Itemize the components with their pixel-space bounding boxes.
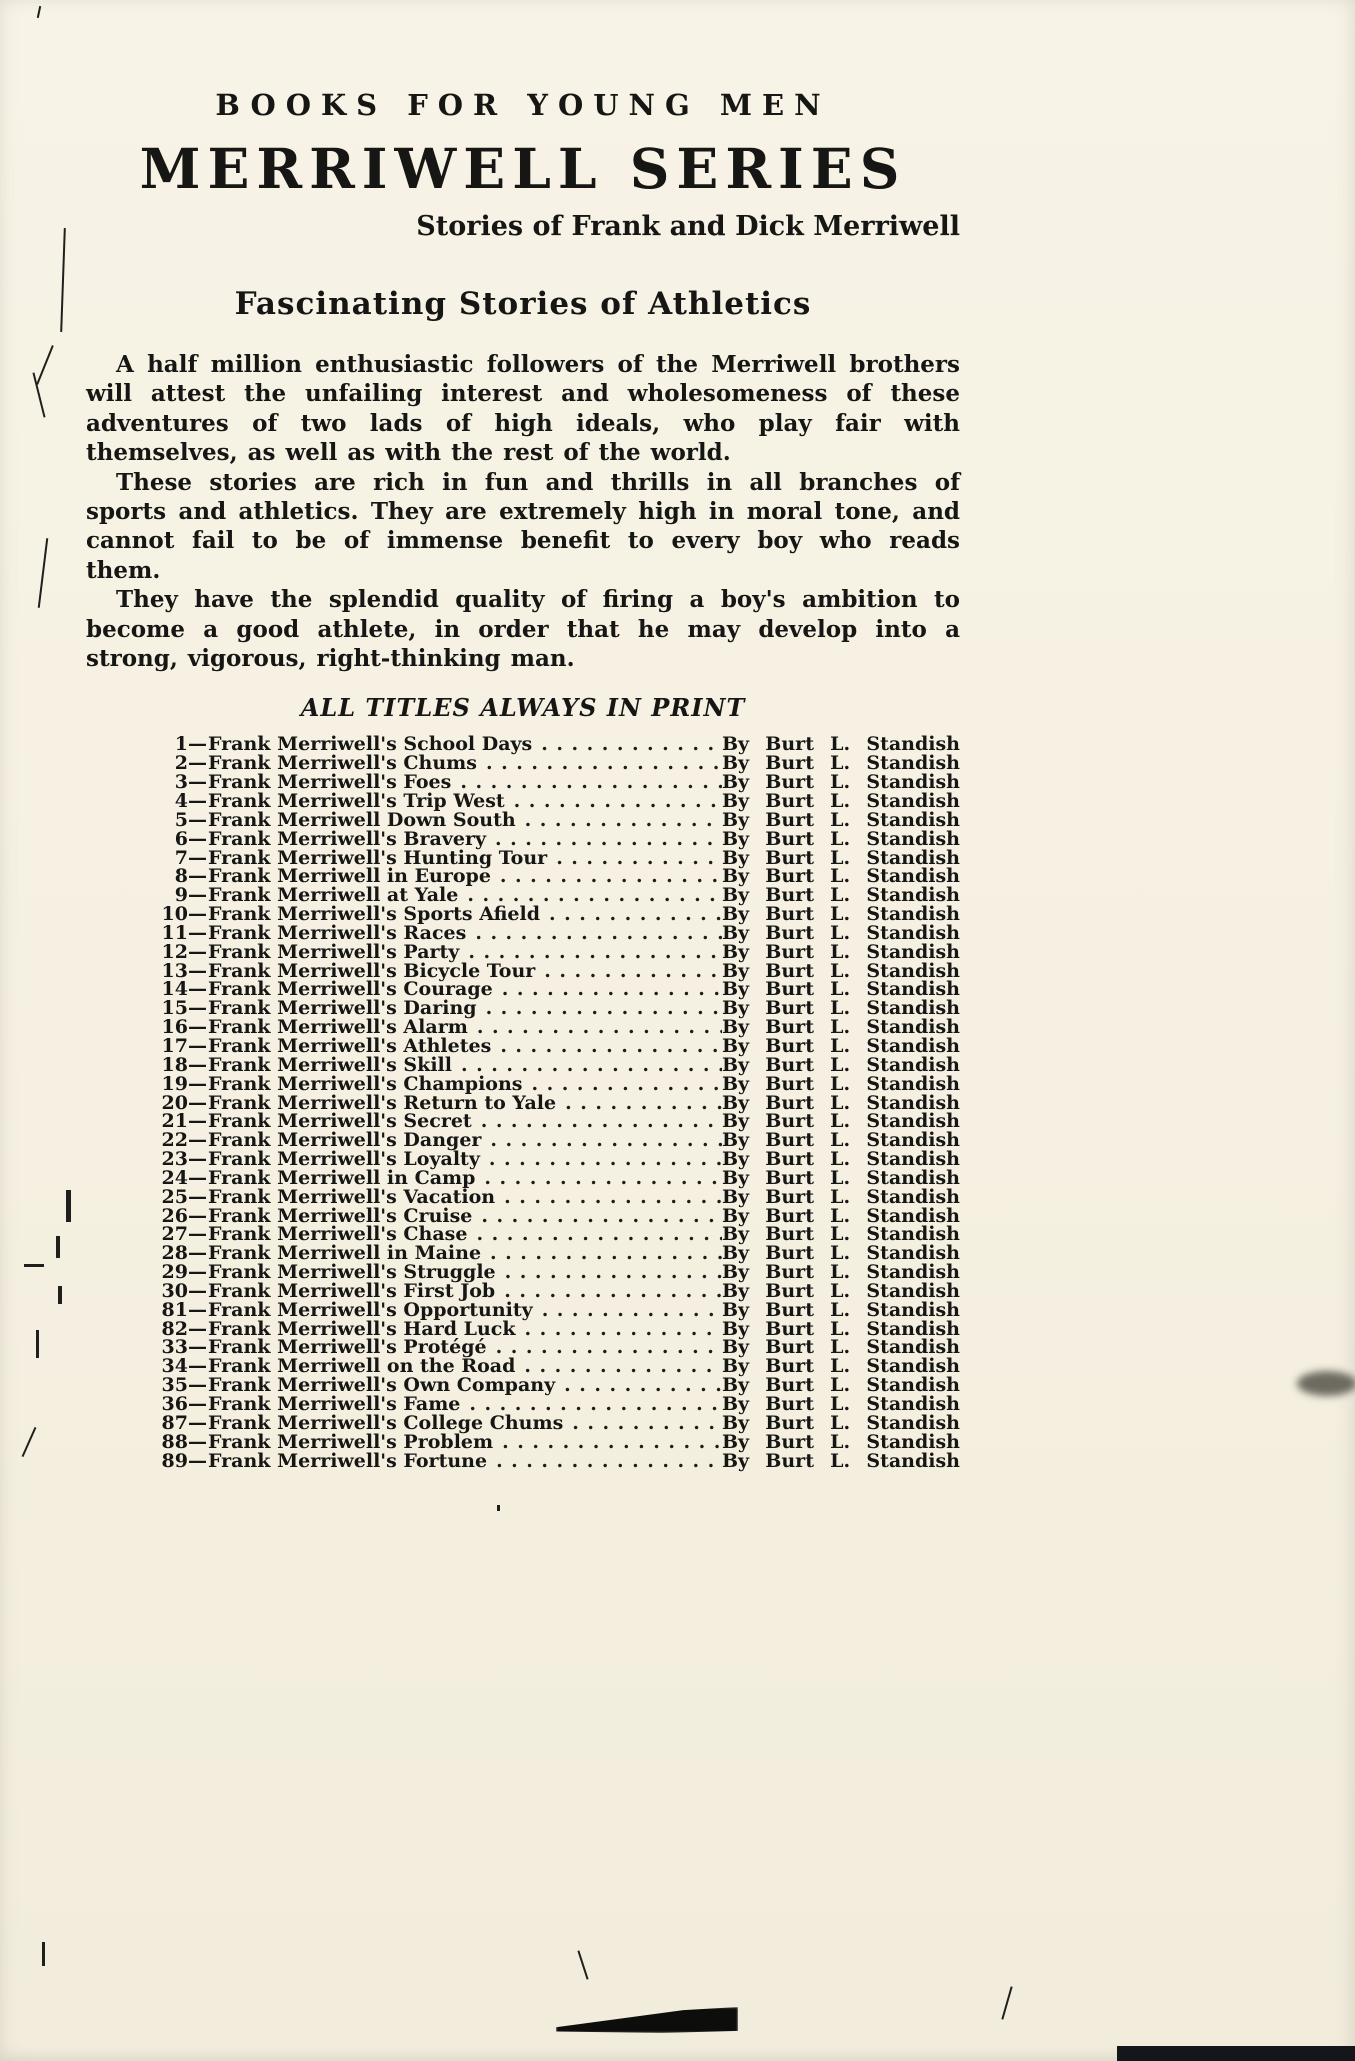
dot-leader bbox=[452, 1056, 722, 1075]
book-list-item bbox=[148, 1166, 960, 1189]
book-number-dash: — bbox=[188, 1110, 207, 1133]
book-number: 3 bbox=[174, 771, 188, 794]
book-number: 6 bbox=[174, 827, 188, 850]
book-number-dash: — bbox=[188, 846, 207, 869]
dot-leader bbox=[477, 754, 722, 773]
book-list-item bbox=[148, 1449, 960, 1472]
book-number-dash: — bbox=[188, 1355, 207, 1378]
book-number-dash: — bbox=[188, 1430, 207, 1453]
book-author: By Burt L. Standish bbox=[722, 978, 960, 1001]
book-number-dash: — bbox=[188, 903, 207, 926]
book-author: By Burt L. Standish bbox=[722, 1072, 960, 1095]
book-number-dash: — bbox=[188, 827, 207, 850]
book-number-dash: — bbox=[188, 1091, 207, 1114]
book-list-item bbox=[148, 808, 960, 831]
book-number-dash: — bbox=[188, 921, 207, 944]
scan-artifact bbox=[56, 1236, 60, 1258]
book-number: 11 bbox=[161, 921, 188, 944]
dot-leader bbox=[535, 962, 722, 981]
book-author: By Burt L. Standish bbox=[722, 1411, 960, 1434]
book-title: Frank Merriwell's Protégé bbox=[208, 1336, 487, 1359]
book-number: 14 bbox=[161, 978, 188, 1001]
book-title: Frank Merriwell at Yale bbox=[208, 884, 459, 907]
book-number-dash: — bbox=[188, 1393, 207, 1415]
book-title: Frank Merriwell on the Road bbox=[208, 1355, 516, 1378]
book-title: Frank Merriwell's College Chums bbox=[208, 1411, 564, 1434]
book-number-dash: — bbox=[188, 1242, 207, 1265]
dot-leader bbox=[481, 1244, 722, 1263]
book-number-dash: — bbox=[188, 790, 207, 812]
scan-artifact bbox=[66, 1190, 71, 1222]
book-list-item bbox=[148, 1185, 960, 1208]
page-content bbox=[86, 0, 960, 1470]
book-number: 5 bbox=[174, 808, 188, 831]
intro-paragraphs bbox=[86, 350, 960, 673]
book-number: 8 bbox=[174, 865, 188, 888]
book-author: By Burt L. Standish bbox=[722, 1166, 960, 1189]
page-subtitle: Stories of Frank and Dick Merriwell bbox=[416, 211, 960, 242]
dot-leader bbox=[487, 1338, 722, 1357]
book-number: 89 bbox=[161, 1449, 188, 1472]
book-number: 23 bbox=[161, 1148, 188, 1171]
book-author: By Burt L. Standish bbox=[722, 997, 960, 1020]
book-title: Frank Merriwell's Champions bbox=[208, 1072, 523, 1095]
scan-artifact bbox=[1001, 1986, 1012, 2019]
book-number: 30 bbox=[161, 1279, 188, 1302]
book-author: By Burt L. Standish bbox=[722, 959, 960, 982]
book-number-dash: — bbox=[188, 752, 207, 775]
book-number: 87 bbox=[161, 1411, 188, 1434]
book-number-dash: — bbox=[188, 1129, 207, 1152]
book-number-dash: — bbox=[188, 1166, 207, 1189]
book-title: Frank Merriwell's Foes bbox=[208, 771, 452, 794]
book-title: Frank Merriwell's Struggle bbox=[208, 1261, 496, 1284]
dot-leader bbox=[459, 943, 722, 962]
book-title: Frank Merriwell's Sports Afield bbox=[208, 903, 541, 926]
book-number-dash: — bbox=[188, 1279, 207, 1302]
scan-edge-bar bbox=[1117, 2046, 1355, 2061]
book-title: Frank Merriwell's Trip West bbox=[208, 790, 505, 812]
dot-leader bbox=[486, 830, 722, 849]
book-number-dash: — bbox=[188, 865, 207, 888]
book-author: By Burt L. Standish bbox=[722, 1336, 960, 1359]
book-author: By Burt L. Standish bbox=[722, 1242, 960, 1265]
dot-leader bbox=[505, 792, 722, 811]
book-author: By Burt L. Standish bbox=[722, 865, 960, 888]
book-number-dash: — bbox=[188, 1374, 207, 1397]
book-title: Frank Merriwell's Vacation bbox=[208, 1185, 496, 1208]
book-list-item bbox=[148, 1034, 960, 1057]
scan-artifact bbox=[60, 228, 66, 332]
book-number-dash: — bbox=[188, 997, 207, 1020]
book-author: By Burt L. Standish bbox=[722, 1129, 960, 1152]
book-number: 7 bbox=[174, 846, 188, 869]
book-title: Frank Merriwell's Bicycle Tour bbox=[208, 959, 536, 982]
dot-leader bbox=[547, 849, 722, 868]
book-title: Frank Merriwell's Danger bbox=[208, 1129, 482, 1152]
book-title: Frank Merriwell's Return to Yale bbox=[208, 1091, 557, 1114]
dot-leader bbox=[495, 1282, 722, 1301]
dot-leader bbox=[480, 1150, 722, 1169]
scan-artifact bbox=[36, 1330, 39, 1358]
ink-wedge bbox=[556, 2007, 738, 2033]
book-number: 35 bbox=[161, 1374, 188, 1397]
section-heading: Fascinating Stories of Athletics bbox=[234, 286, 812, 322]
dot-leader bbox=[493, 980, 722, 999]
book-number: 22 bbox=[161, 1129, 188, 1152]
dot-leader bbox=[496, 1263, 722, 1282]
book-number-dash: — bbox=[188, 940, 207, 963]
book-number: 36 bbox=[161, 1393, 188, 1415]
book-author: By Burt L. Standish bbox=[722, 1355, 960, 1378]
book-number-dash: — bbox=[188, 1336, 207, 1359]
book-list-item bbox=[148, 921, 960, 944]
book-author: By Burt L. Standish bbox=[722, 846, 960, 869]
scan-artifact bbox=[22, 1427, 37, 1457]
book-list-item bbox=[148, 1298, 960, 1321]
book-number: 88 bbox=[161, 1430, 188, 1453]
book-author: By Burt L. Standish bbox=[722, 1148, 960, 1171]
book-number-dash: — bbox=[188, 1072, 207, 1095]
dot-leader bbox=[487, 1452, 722, 1471]
book-title: Frank Merriwell's School Days bbox=[208, 733, 533, 756]
scan-artifact bbox=[37, 6, 41, 18]
book-title: Frank Merriwell's Chums bbox=[208, 752, 477, 775]
book-author: By Burt L. Standish bbox=[722, 1204, 960, 1227]
dot-leader bbox=[481, 1131, 722, 1150]
dot-leader bbox=[563, 1414, 722, 1433]
book-title: Frank Merriwell's Fame bbox=[208, 1393, 461, 1415]
scan-artifact bbox=[58, 1286, 62, 1304]
book-title: Frank Merriwell's Races bbox=[208, 921, 467, 944]
dot-leader bbox=[491, 1037, 722, 1056]
book-title: Frank Merriwell's Loyalty bbox=[208, 1148, 480, 1171]
dot-leader bbox=[556, 1094, 722, 1113]
book-author: By Burt L. Standish bbox=[722, 1393, 960, 1415]
book-number: 81 bbox=[161, 1298, 188, 1321]
book-number-dash: — bbox=[188, 733, 207, 756]
book-list-item bbox=[148, 1072, 960, 1095]
book-list-item bbox=[148, 827, 960, 850]
book-author: By Burt L. Standish bbox=[722, 1449, 960, 1472]
book-list-item bbox=[148, 1411, 960, 1434]
dot-leader bbox=[468, 1018, 722, 1037]
dot-leader bbox=[467, 1225, 722, 1244]
book-number-dash: — bbox=[188, 978, 207, 1001]
book-title: Frank Merriwell in Europe bbox=[208, 865, 491, 888]
intro-paragraph: A half million enthusiastic followers of the Merriwell brothers will attest the unfailing interest and wholesomeness of these adventures of two lads of high ideals, who play fair with themselves, as well as with the rest of the world. bbox=[86, 351, 960, 467]
book-number: 82 bbox=[161, 1317, 188, 1340]
scan-artifact bbox=[38, 538, 49, 608]
intro-paragraph: These stories are rich in fun and thrills in all branches of sports and athletics. They are extremely high in moral tone, and cannot fail to be of immense benefit to every boy who reads them. bbox=[86, 468, 960, 584]
dot-leader bbox=[532, 735, 722, 754]
ink-smudge bbox=[1297, 1371, 1355, 1396]
book-author: By Burt L. Standish bbox=[722, 1016, 960, 1039]
dot-leader bbox=[540, 905, 722, 924]
book-author: By Burt L. Standish bbox=[722, 1298, 960, 1321]
book-author: By Burt L. Standish bbox=[722, 733, 960, 756]
book-author: By Burt L. Standish bbox=[722, 1223, 960, 1246]
book-number: 29 bbox=[161, 1261, 188, 1284]
intro-paragraph: They have the splendid quality of firing a boy's ambition to become a good athlete, in order that he may develop into a strong, vigorous, right-thinking man. bbox=[86, 586, 960, 673]
dot-leader bbox=[472, 1207, 722, 1226]
book-author: By Burt L. Standish bbox=[722, 808, 960, 831]
book-number: 24 bbox=[161, 1166, 188, 1189]
book-number-dash: — bbox=[188, 1034, 207, 1057]
book-author: By Burt L. Standish bbox=[722, 752, 960, 775]
book-title: Frank Merriwell's First Job bbox=[208, 1279, 496, 1302]
book-title: Frank Merriwell in Camp bbox=[208, 1166, 476, 1189]
scan-artifact bbox=[24, 1264, 44, 1267]
page-title: MERRIWELL SERIES bbox=[139, 136, 907, 201]
book-number: 15 bbox=[161, 997, 188, 1020]
book-list-item bbox=[148, 1279, 960, 1302]
book-number: 13 bbox=[161, 959, 188, 982]
book-author: By Burt L. Standish bbox=[722, 903, 960, 926]
book-list-item bbox=[148, 1053, 960, 1076]
dot-leader bbox=[533, 1301, 722, 1320]
book-title: Frank Merriwell's Skill bbox=[208, 1053, 452, 1076]
book-title: Frank Merriwell's Athletes bbox=[208, 1034, 492, 1057]
book-number-dash: — bbox=[188, 1223, 207, 1246]
book-title: Frank Merriwell Down South bbox=[208, 808, 516, 831]
book-author: By Burt L. Standish bbox=[722, 1034, 960, 1057]
book-number-dash: — bbox=[188, 884, 207, 907]
book-number: 25 bbox=[161, 1185, 188, 1208]
book-number: 19 bbox=[161, 1072, 188, 1095]
book-number-dash: — bbox=[188, 1449, 207, 1472]
scan-artifact bbox=[577, 1950, 588, 1979]
book-number-dash: — bbox=[188, 771, 207, 794]
book-number: 1 bbox=[174, 733, 188, 756]
dot-leader bbox=[516, 1320, 722, 1339]
book-title: Frank Merriwell's Party bbox=[208, 940, 460, 963]
series-kicker: BOOKS FOR YOUNG MEN bbox=[215, 88, 831, 122]
book-title: Frank Merriwell's Hard Luck bbox=[208, 1317, 516, 1340]
book-number: 26 bbox=[161, 1204, 188, 1227]
scan-artifact bbox=[497, 1505, 500, 1511]
dot-leader bbox=[477, 999, 722, 1018]
book-number-dash: — bbox=[188, 959, 207, 982]
book-number: 2 bbox=[174, 752, 188, 775]
book-title: Frank Merriwell's Problem bbox=[208, 1430, 494, 1453]
book-number-dash: — bbox=[188, 1204, 207, 1227]
dot-leader bbox=[475, 1169, 722, 1188]
book-author: By Burt L. Standish bbox=[722, 1430, 960, 1453]
book-number: 16 bbox=[161, 1016, 188, 1039]
book-number: 27 bbox=[161, 1223, 188, 1246]
book-title: Frank Merriwell's Courage bbox=[208, 978, 493, 1001]
book-author: By Burt L. Standish bbox=[722, 1185, 960, 1208]
book-number-dash: — bbox=[188, 1317, 207, 1340]
book-author: By Burt L. Standish bbox=[722, 827, 960, 850]
dot-leader bbox=[493, 1433, 722, 1452]
dot-leader bbox=[472, 1112, 722, 1131]
book-author: By Burt L. Standish bbox=[722, 1261, 960, 1284]
book-number-dash: — bbox=[188, 1185, 207, 1208]
book-author: By Burt L. Standish bbox=[722, 1374, 960, 1397]
dot-leader bbox=[522, 1075, 722, 1094]
book-number: 20 bbox=[161, 1091, 188, 1114]
book-author: By Burt L. Standish bbox=[722, 921, 960, 944]
book-title: Frank Merriwell's Alarm bbox=[208, 1016, 468, 1039]
book-author: By Burt L. Standish bbox=[722, 1110, 960, 1133]
book-author: By Burt L. Standish bbox=[722, 1091, 960, 1114]
book-number: 10 bbox=[161, 903, 188, 926]
book-number-dash: — bbox=[188, 1261, 207, 1284]
book-title: Frank Merriwell's Own Company bbox=[208, 1374, 556, 1397]
book-number: 28 bbox=[161, 1242, 188, 1265]
book-number: 12 bbox=[161, 940, 188, 963]
book-number: 33 bbox=[161, 1336, 188, 1359]
dot-leader bbox=[555, 1376, 722, 1395]
book-number-dash: — bbox=[188, 1053, 207, 1076]
book-title: Frank Merriwell's Opportunity bbox=[208, 1298, 533, 1321]
book-title: Frank Merriwell's Bravery bbox=[208, 827, 486, 850]
book-title: Frank Merriwell's Chase bbox=[208, 1223, 468, 1246]
book-number-dash: — bbox=[188, 1016, 207, 1039]
dot-leader bbox=[466, 924, 722, 943]
book-author: By Burt L. Standish bbox=[722, 1317, 960, 1340]
book-title: Frank Merriwell's Fortune bbox=[208, 1449, 488, 1472]
book-number-dash: — bbox=[188, 808, 207, 831]
book-author: By Burt L. Standish bbox=[722, 1279, 960, 1302]
book-title: Frank Merriwell's Hunting Tour bbox=[208, 846, 548, 869]
scan-artifact bbox=[42, 1942, 45, 1966]
book-number-dash: — bbox=[188, 1148, 207, 1171]
book-title: Frank Merriwell's Secret bbox=[208, 1110, 472, 1133]
book-author: By Burt L. Standish bbox=[722, 790, 960, 812]
book-list-item bbox=[148, 1430, 960, 1453]
book-author: By Burt L. Standish bbox=[722, 771, 960, 794]
dot-leader bbox=[491, 867, 722, 886]
book-number: 21 bbox=[161, 1110, 188, 1133]
dot-leader bbox=[516, 811, 722, 830]
book-title: Frank Merriwell's Cruise bbox=[208, 1204, 473, 1227]
book-title: Frank Merriwell's Daring bbox=[208, 997, 477, 1020]
dot-leader bbox=[495, 1188, 722, 1207]
book-number-dash: — bbox=[188, 1298, 207, 1321]
list-heading: ALL TITLES ALWAYS IN PRINT bbox=[300, 693, 746, 723]
book-number-dash: — bbox=[188, 1411, 207, 1434]
scan-artifact bbox=[36, 345, 54, 385]
book-number: 4 bbox=[174, 790, 188, 812]
book-number: 9 bbox=[174, 884, 188, 907]
book-number: 17 bbox=[161, 1034, 188, 1057]
book-author: By Burt L. Standish bbox=[722, 940, 960, 963]
book-author: By Burt L. Standish bbox=[722, 884, 960, 907]
book-title: Frank Merriwell in Maine bbox=[208, 1242, 482, 1265]
book-author: By Burt L. Standish bbox=[722, 1053, 960, 1076]
book-list-item bbox=[148, 940, 960, 963]
book-number: 34 bbox=[161, 1355, 188, 1378]
book-number: 18 bbox=[161, 1053, 188, 1076]
book-list bbox=[148, 735, 960, 1470]
